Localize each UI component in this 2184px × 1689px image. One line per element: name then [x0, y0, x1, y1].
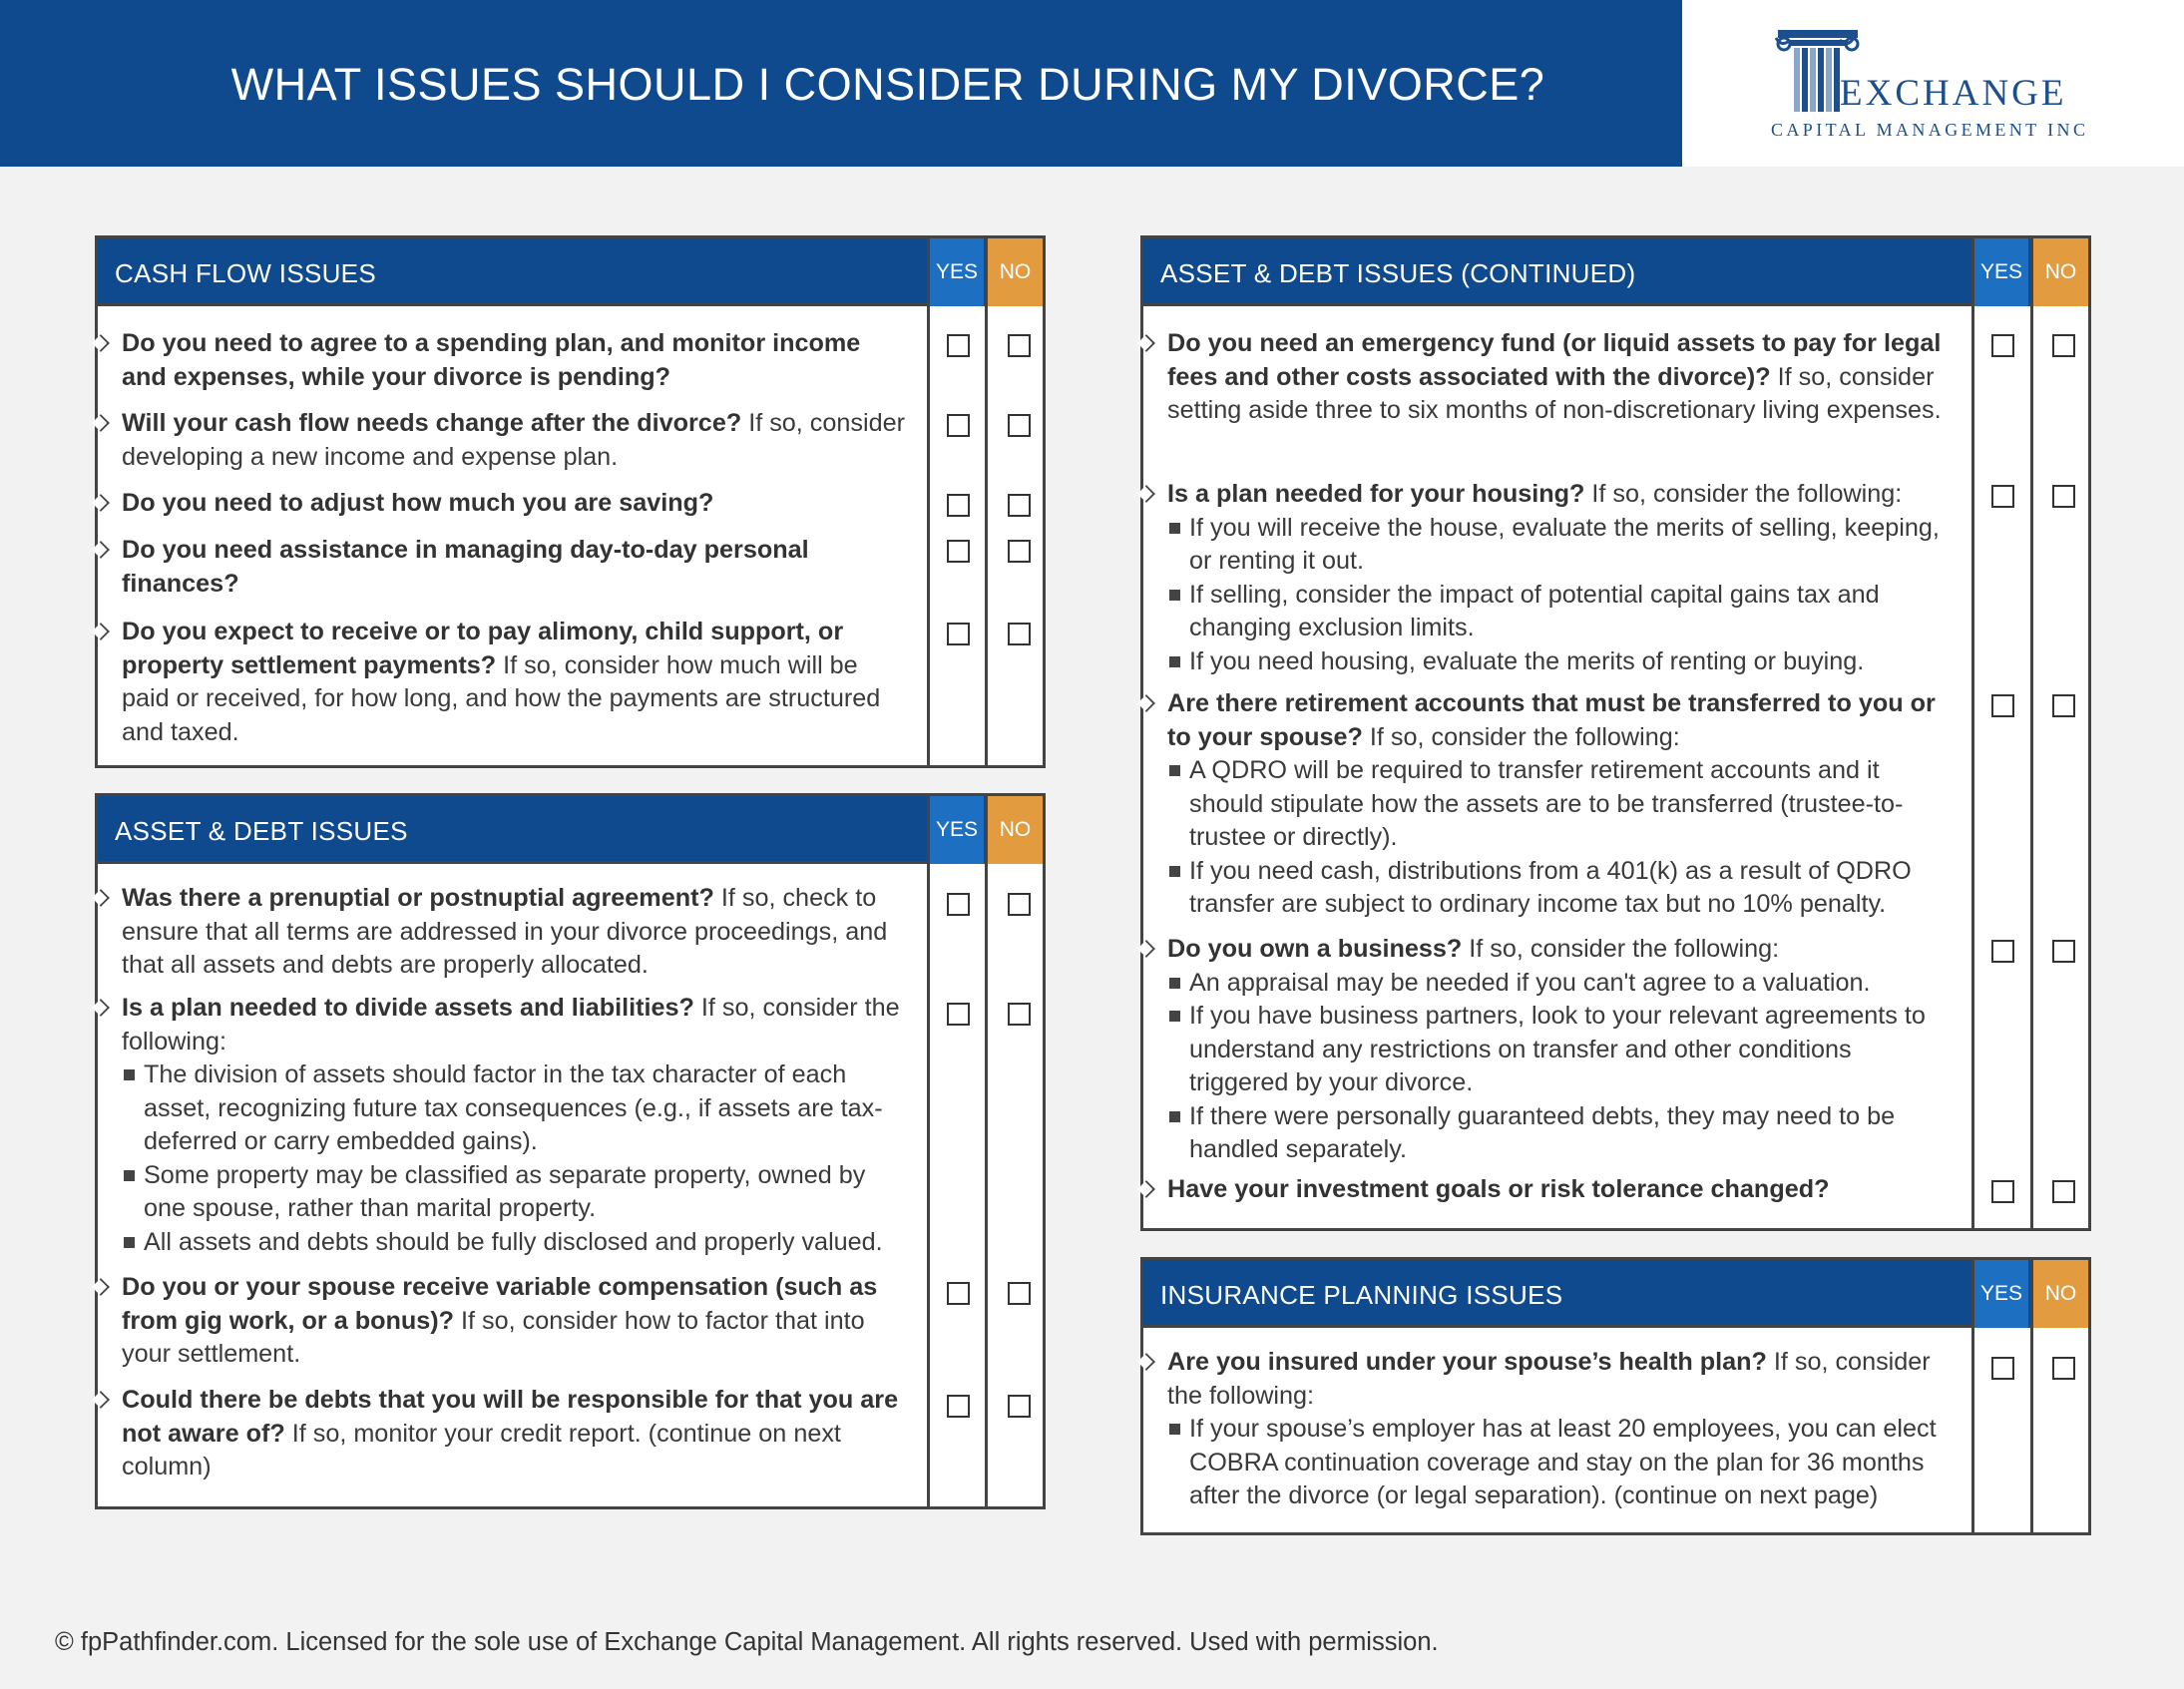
- yes-checkbox[interactable]: [947, 540, 970, 563]
- asset-debt-header: [98, 796, 1043, 864]
- column-divider: [985, 306, 988, 765]
- cash-flow-header: [98, 238, 1043, 306]
- column-divider: [1971, 1328, 1974, 1532]
- question-item: Is a plan needed to divide assets and liabilities? If so, consider the following: The division of assets should factor in the tax character of each asset, recognizing future tax consequences (e.g., if assets are tax-deferred or carry embedded gains). Some property may be classified as separate property, owned by one spouse, rather than marital property. All assets and debts should be fully disclosed and properly valued.: [122, 992, 910, 1259]
- chevron-right-icon: [94, 493, 107, 513]
- question-item: Have your investment goals or risk tolerance changed?: [1167, 1175, 1830, 1203]
- question-item: Do you or your spouse receive variable compensation (such as from gig work, or a bonus)? If so, consider how to factor that into your settlement.: [122, 1273, 878, 1368]
- bullet-item: If you need cash, distributions from a 401(k) as a result of QDRO transfer are subject to ordinary income tax but no 10% penalty.: [1167, 855, 1956, 922]
- chevron-right-icon: [1139, 333, 1152, 353]
- no-checkbox[interactable]: [1008, 334, 1031, 357]
- column-divider: [2030, 306, 2033, 1228]
- no-checkbox[interactable]: [2052, 1357, 2075, 1380]
- logo-name: EXCHANGE: [1840, 73, 2067, 114]
- chevron-right-icon: [94, 540, 107, 560]
- chevron-right-icon: [94, 998, 107, 1018]
- bullet-item: If there were personally guaranteed debts, they may need to be handled separately.: [1167, 1100, 1956, 1167]
- yes-column-header: YES: [1971, 1260, 2028, 1328]
- bullet-item: If you will receive the house, evaluate the merits of selling, keeping, or renting it out.: [1167, 512, 1956, 579]
- asset-debt-continued-panel: [1140, 235, 2091, 1231]
- column-divider: [927, 864, 930, 1506]
- chevron-right-icon: [1139, 1352, 1152, 1372]
- yes-column-header: YES: [1971, 238, 2028, 306]
- no-checkbox[interactable]: [2052, 1180, 2075, 1203]
- chevron-right-icon: [94, 333, 107, 353]
- yes-column-header: YES: [927, 796, 984, 864]
- panel-title: CASH FLOW ISSUES: [115, 258, 376, 288]
- column-divider: [985, 864, 988, 1506]
- no-checkbox[interactable]: [1008, 540, 1031, 563]
- yes-checkbox[interactable]: [947, 1395, 970, 1418]
- yes-checkbox[interactable]: [947, 494, 970, 517]
- chevron-right-icon: [94, 1277, 107, 1297]
- yes-checkbox[interactable]: [947, 623, 970, 645]
- no-checkbox[interactable]: [1008, 1003, 1031, 1026]
- logo-subtitle: CAPITAL MANAGEMENT INC: [1771, 120, 2089, 140]
- question-item: Do you need to adjust how much you are saving?: [122, 489, 714, 517]
- chevron-right-icon: [1139, 1179, 1152, 1199]
- page-header: [0, 0, 2184, 167]
- bullet-item: If your spouse’s employer has at least 20 employees, you can elect COBRA continuation coverage and stay on the plan for 36 months after the divorce (or legal separation). (continue on next page): [1167, 1413, 1956, 1513]
- insurance-header: [1143, 1260, 2088, 1328]
- no-checkbox[interactable]: [2052, 940, 2075, 963]
- no-checkbox[interactable]: [2052, 334, 2075, 357]
- chevron-right-icon: [1139, 939, 1152, 959]
- asset-debt-panel: [95, 793, 1046, 1509]
- bullet-item: If you have business partners, look to your relevant agreements to understand any restrictions on transfer and other conditions triggered by your divorce.: [1167, 1000, 1956, 1100]
- page-title: WHAT ISSUES SHOULD I CONSIDER DURING MY DIVORCE?: [230, 59, 1545, 110]
- yes-checkbox[interactable]: [947, 1282, 970, 1305]
- yes-checkbox[interactable]: [1991, 1180, 2014, 1203]
- chevron-right-icon: [1139, 693, 1152, 713]
- question-item: Are you insured under your spouse’s health plan? If so, consider the following: If your spouse’s employer has at least 20 employees, you can elect COBRA continuation coverage and stay on the plan for 36 months after the divorce (or legal separation). (continue on next page): [1167, 1346, 1956, 1513]
- bullet-item: An appraisal may be needed if you can't agree to a valuation.: [1167, 967, 1956, 1001]
- yes-checkbox[interactable]: [1991, 940, 2014, 963]
- copyright-footer: © fpPathfinder.com. Licensed for the sole use of Exchange Capital Management. All rights reserved. Used with permission.: [55, 1628, 1439, 1656]
- panel-title: ASSET & DEBT ISSUES (CONTINUED): [1160, 258, 1636, 288]
- question-item: Do you need an emergency fund (or liquid assets to pay for legal fees and other costs associated with the divorce)? If so, consider setting aside three to six months of non-discretionary living expenses.: [1167, 329, 1942, 424]
- no-checkbox[interactable]: [1008, 494, 1031, 517]
- yes-checkbox[interactable]: [947, 414, 970, 437]
- company-logo: [1682, 0, 2184, 167]
- column-divider: [2030, 1328, 2033, 1532]
- yes-checkbox[interactable]: [1991, 694, 2014, 717]
- no-checkbox[interactable]: [1008, 893, 1031, 916]
- no-column-header: NO: [2030, 1260, 2088, 1328]
- chevron-right-icon: [1139, 484, 1152, 504]
- chevron-right-icon: [94, 622, 107, 641]
- yes-checkbox[interactable]: [947, 1003, 970, 1026]
- no-checkbox[interactable]: [1008, 1395, 1031, 1418]
- no-checkbox[interactable]: [1008, 623, 1031, 645]
- bullet-item: The division of assets should factor in the tax character of each asset, recognizing future tax consequences (e.g., if assets are tax-deferred or carry embedded gains).: [122, 1058, 910, 1159]
- question-item: Do you need assistance in managing day-to-day personal finances?: [122, 536, 809, 598]
- no-checkbox[interactable]: [1008, 1282, 1031, 1305]
- no-checkbox[interactable]: [2052, 694, 2075, 717]
- bullet-item: If selling, consider the impact of potential capital gains tax and changing exclusion limits.: [1167, 579, 1956, 645]
- yes-column-header: YES: [927, 238, 984, 306]
- panel-title: INSURANCE PLANNING ISSUES: [1160, 1280, 1563, 1310]
- bullet-item: A QDRO will be required to transfer retirement accounts and it should stipulate how the assets are to be transferred (trustee-to-trustee or directly).: [1167, 754, 1956, 855]
- yes-checkbox[interactable]: [947, 334, 970, 357]
- question-item: Are there retirement accounts that must be transferred to you or to your spouse? If so, consider the following: A QDRO will be required to transfer retirement accounts and it should stipulate how the assets are to be transferred (trustee-to-trustee or directly). If you need cash, distributions from a 401(k) as a result of QDRO transfer are subject to ordinary income tax but no 10% penalty.: [1167, 687, 1956, 922]
- column-divider: [927, 306, 930, 765]
- no-column-header: NO: [985, 238, 1043, 306]
- question-item: Will your cash flow needs change after the divorce? If so, consider developing a new income and expense plan.: [122, 409, 906, 471]
- asset-debt-continued-header: [1143, 238, 2088, 306]
- insurance-panel: [1140, 1257, 2091, 1535]
- bullet-item: All assets and debts should be fully disclosed and properly valued.: [122, 1226, 910, 1260]
- bullet-item: Some property may be classified as separate property, owned by one spouse, rather than marital property.: [122, 1159, 910, 1226]
- question-item: Do you need to agree to a spending plan, and monitor income and expenses, while your divorce is pending?: [122, 329, 861, 391]
- cash-flow-panel: [95, 235, 1046, 768]
- no-column-header: NO: [985, 796, 1043, 864]
- column-divider: [1971, 306, 1974, 1228]
- question-item: Could there be debts that you will be responsible for that you are not aware of? If so, monitor your credit report. (continue on next column): [122, 1386, 899, 1480]
- yes-checkbox[interactable]: [1991, 1357, 2014, 1380]
- chevron-right-icon: [94, 413, 107, 433]
- no-checkbox[interactable]: [2052, 485, 2075, 508]
- yes-checkbox[interactable]: [1991, 485, 2014, 508]
- chevron-right-icon: [94, 888, 107, 908]
- chevron-right-icon: [94, 1390, 107, 1410]
- yes-checkbox[interactable]: [1991, 334, 2014, 357]
- question-item: Was there a prenuptial or postnuptial agreement? If so, check to ensure that all terms are addressed in your divorce proceedings, and that all assets and debts are properly allocated.: [122, 884, 888, 979]
- yes-checkbox[interactable]: [947, 893, 970, 916]
- bullet-item: If you need housing, evaluate the merits of renting or buying.: [1167, 645, 1956, 679]
- question-item: Is a plan needed for your housing? If so, consider the following: If you will receive the house, evaluate the merits of selling, keeping, or renting it out. If selling, consider the impact of potential capital gains tax and changing exclusion limits. If you need housing, evaluate the merits of renting or buying.: [1167, 478, 1956, 678]
- no-checkbox[interactable]: [1008, 414, 1031, 437]
- panel-title: ASSET & DEBT ISSUES: [115, 816, 408, 846]
- question-item: Do you expect to receive or to pay alimony, child support, or property settlement payments? If so, consider how much will be paid or received, for how long, and how the payments are structured and taxed.: [122, 618, 881, 746]
- question-item: Do you own a business? If so, consider the following: An appraisal may be needed if you can't agree to a valuation. If you have business partners, look to your relevant agreements to understand any restrictions on transfer and other conditions triggered by your divorce. If there were personally guaranteed debts, they may need to be handled separately.: [1167, 933, 1956, 1167]
- no-column-header: NO: [2030, 238, 2088, 306]
